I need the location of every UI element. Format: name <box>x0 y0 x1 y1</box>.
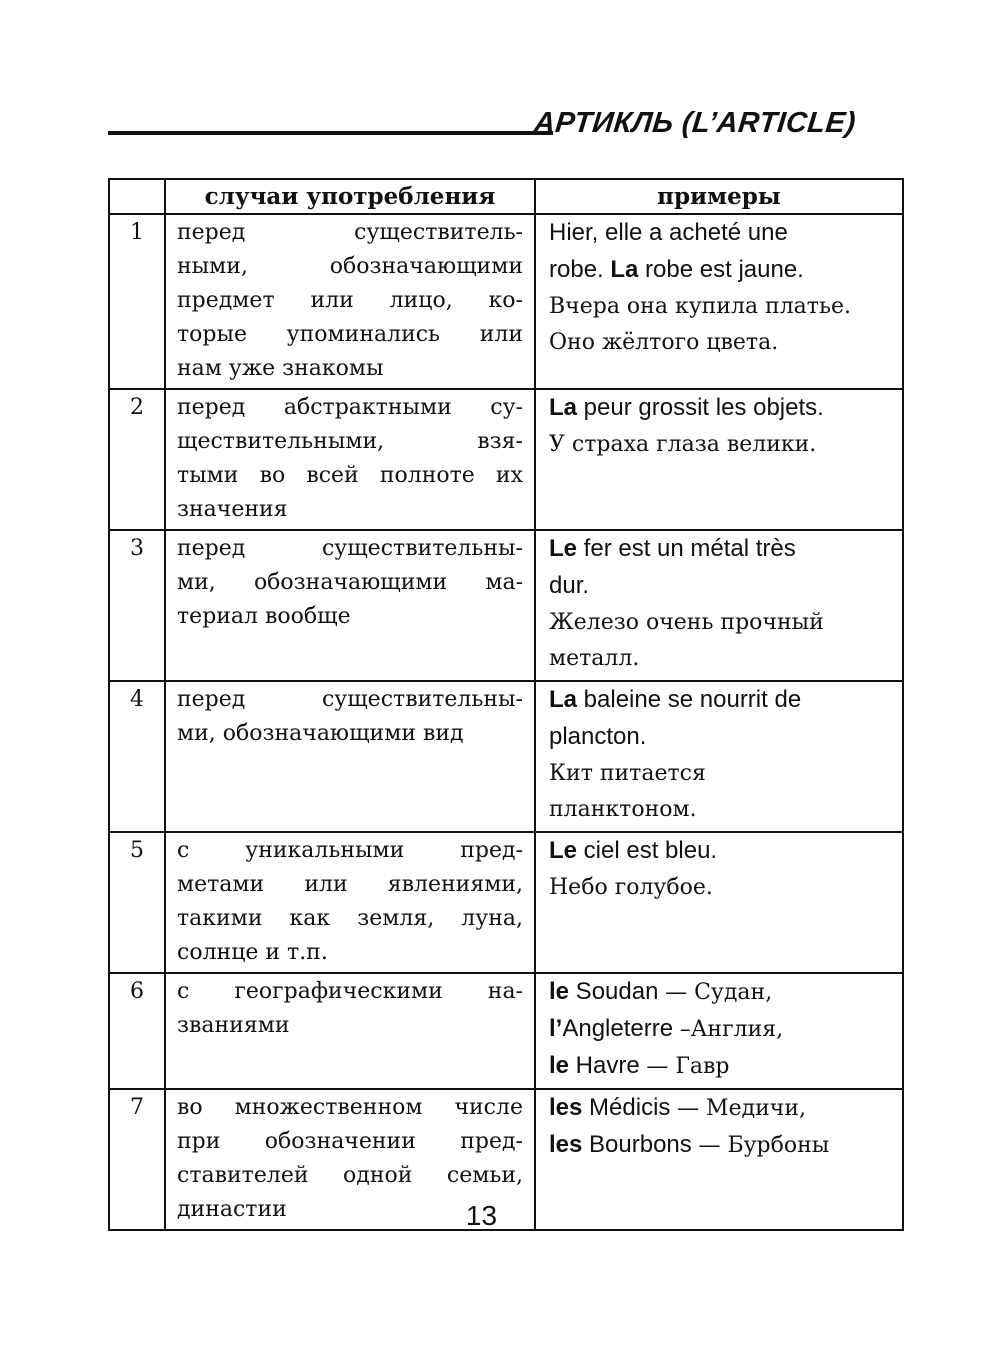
usage-case-cell <box>165 832 535 973</box>
usage-case-line: с географическими на- <box>177 979 523 1004</box>
table-row <box>109 214 903 389</box>
example-text: Железо очень прочный <box>549 610 824 635</box>
example-text: Вчера она купила платье. <box>549 294 851 319</box>
example-text: Небо голубое. <box>549 875 713 900</box>
usage-case-line: званиями <box>177 1013 290 1038</box>
usage-case-line: значения <box>177 497 288 522</box>
example-line <box>549 428 892 464</box>
usage-case-line: с уникальными пред- <box>177 838 523 863</box>
example-text: — Гавр <box>646 1054 730 1079</box>
header-cell-number <box>109 179 165 214</box>
example-line <box>549 1012 892 1049</box>
example-cell <box>535 973 903 1089</box>
usage-case-line: предмет или лицо, ко- <box>177 288 523 313</box>
example-text: robe est jaune. <box>638 256 804 283</box>
example-line <box>549 975 892 1012</box>
example-line <box>549 290 892 326</box>
article-emphasis: La <box>549 686 578 713</box>
usage-case-line: тыми во всей полноте их <box>177 463 523 488</box>
usage-case-line: териал вообще <box>177 604 351 629</box>
table-row <box>109 832 903 973</box>
article-emphasis: les <box>549 1131 583 1158</box>
example-cell <box>535 530 903 681</box>
table-row <box>109 681 903 832</box>
usage-case-line: нам уже знакомы <box>177 356 384 381</box>
usage-case-line: метами или явлениями, <box>177 872 523 897</box>
usage-case-line: ми, обозначающими вид <box>177 721 464 746</box>
header-rule <box>108 131 553 135</box>
table-row <box>109 389 903 530</box>
article-emphasis: le <box>549 1052 570 1079</box>
article-emphasis: La <box>610 256 639 283</box>
header-cell-examples: примеры <box>535 179 903 214</box>
example-line <box>549 1128 892 1165</box>
example-text: Hier, elle a acheté une <box>549 219 788 246</box>
table-body <box>109 214 903 1230</box>
example-cell <box>535 389 903 530</box>
usage-case-line: ми, обозначающими ма- <box>177 570 523 595</box>
example-line <box>549 216 892 253</box>
example-line <box>549 1091 892 1128</box>
example-line <box>549 757 892 793</box>
usage-case-line: солнце и т.п. <box>177 940 328 965</box>
usage-case-cell <box>165 530 535 681</box>
usage-case-line: такими как земля, луна, <box>177 906 523 931</box>
example-text: планктоном. <box>549 797 697 822</box>
example-text: Оно жёлтого цвета. <box>549 330 779 355</box>
article-emphasis: les <box>549 1094 583 1121</box>
usage-case-line: ставителей одной семьи, <box>177 1163 523 1188</box>
row-number: 3 <box>109 530 165 681</box>
row-number: 2 <box>109 389 165 530</box>
example-line <box>549 1049 892 1086</box>
example-text: Angleterre <box>562 1015 680 1042</box>
table-row <box>109 530 903 681</box>
example-text: У страха глаза велики. <box>549 432 817 457</box>
example-line <box>549 834 892 871</box>
example-text: plancton. <box>549 723 647 750</box>
example-text: металл. <box>549 646 640 671</box>
example-line <box>549 871 892 907</box>
example-line <box>549 606 892 642</box>
usage-case-line: перед существительны- <box>177 536 523 561</box>
example-text: fer est un métal très <box>577 535 796 562</box>
example-text: Bourbons <box>582 1131 699 1158</box>
example-line <box>549 391 892 428</box>
article-emphasis: La <box>549 394 578 421</box>
example-cell <box>535 832 903 973</box>
example-text: Havre <box>569 1052 647 1079</box>
example-line <box>549 642 892 678</box>
article-emphasis: le <box>549 978 570 1005</box>
table-header <box>109 179 903 214</box>
usage-case-line: ществительными, взя- <box>177 429 523 454</box>
example-text: robe. <box>549 256 611 283</box>
usage-case-line: торые упоминались или <box>177 322 523 347</box>
example-line <box>549 793 892 829</box>
row-number: 7 <box>109 1089 165 1230</box>
example-cell <box>535 214 903 389</box>
example-text: Médicis <box>582 1094 678 1121</box>
example-text: Soudan <box>569 978 666 1005</box>
example-text: –Англия, <box>679 1017 784 1042</box>
usage-case-cell <box>165 389 535 530</box>
example-line <box>549 569 892 606</box>
example-text: Кит питается <box>549 761 706 786</box>
usage-case-cell <box>165 214 535 389</box>
example-text: peur grossit les objets. <box>577 394 824 421</box>
article-usage-table <box>108 178 904 1231</box>
page-number: 13 <box>465 1200 498 1231</box>
example-line <box>549 720 892 757</box>
usage-case-line: при обозначении пред- <box>177 1129 523 1154</box>
example-text: dur. <box>549 572 590 599</box>
usage-case-line: перед существительны- <box>177 687 523 712</box>
example-line <box>549 532 892 569</box>
table-row <box>109 973 903 1089</box>
example-text: — Судан, <box>665 980 773 1005</box>
example-cell <box>535 681 903 832</box>
article-emphasis: l’ <box>549 1015 563 1042</box>
article-emphasis: Le <box>549 535 578 562</box>
usage-case-cell <box>165 681 535 832</box>
row-number: 1 <box>109 214 165 389</box>
row-number: 4 <box>109 681 165 832</box>
usage-case-line: перед абстрактными су- <box>177 395 523 420</box>
example-text: — Медичи, <box>677 1096 807 1121</box>
example-text: baleine se nourrit de <box>577 686 802 713</box>
usage-case-line: во множественном числе <box>177 1095 523 1120</box>
example-text: ciel est bleu. <box>577 837 718 864</box>
example-line <box>549 326 892 362</box>
example-text: — Бурбоны <box>698 1133 830 1158</box>
header-cell-cases: случаи употребления <box>165 179 535 214</box>
row-number: 5 <box>109 832 165 973</box>
usage-case-line: ными, обозначающими <box>177 254 523 279</box>
usage-case-cell <box>165 973 535 1089</box>
usage-case-line: перед существитель- <box>177 220 523 245</box>
usage-case-line: династии <box>177 1197 287 1222</box>
row-number: 6 <box>109 973 165 1089</box>
example-line <box>549 683 892 720</box>
example-line <box>549 253 892 290</box>
table-header-row <box>109 179 903 214</box>
page-title: АРТИКЛЬ (L’ARTICLE) <box>532 107 858 139</box>
article-emphasis: Le <box>549 837 578 864</box>
